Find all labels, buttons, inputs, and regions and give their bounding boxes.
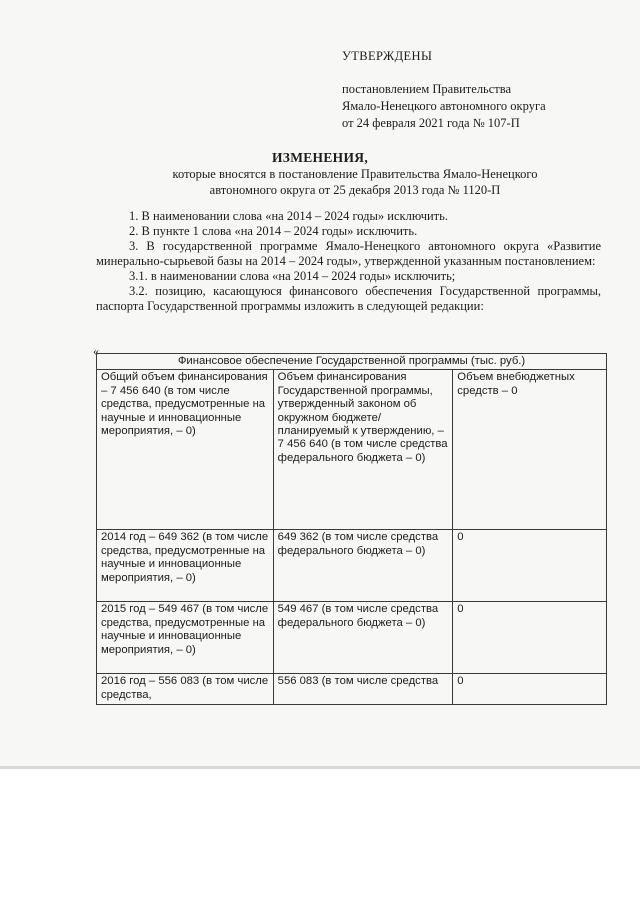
approval-heading: УТВЕРЖДЕНЫ xyxy=(342,49,433,63)
table-row xyxy=(97,530,607,602)
approval-line: от 24 февраля 2021 года № 107-П xyxy=(342,116,520,130)
opening-quote: « xyxy=(93,344,99,358)
table-cell: Объем внебюджетных средств – 0 xyxy=(453,370,607,530)
table-cell: Общий объем финансирования – 7 456 640 (в том числе средства, предусмотренные на научные и инновационные мероприятия, – 0) xyxy=(97,370,274,530)
page-edge xyxy=(0,766,640,769)
table-cell: 556 083 (в том числе средства xyxy=(273,674,453,705)
subtitle-line: которые вносятся в постановление Правительства Ямало-Ненецкого xyxy=(172,167,538,181)
table-cell: Объем финансирования Государственной программы, утвержденный законом об окружном бюджете/планируемый к утверждению, – 7 456 640 (в том числе средства федерального бюджета – 0) xyxy=(273,370,453,530)
table-row xyxy=(97,370,607,530)
table-row xyxy=(97,674,607,705)
table-cell: 2016 год – 556 083 (в том числе средства, xyxy=(97,674,274,705)
table-cell: 649 362 (в том числе средства федерального бюджета – 0) xyxy=(273,530,453,602)
document-subtitle xyxy=(110,166,600,198)
paragraph: 3.1. в наименовании слова «на 2014 – 2024 годы» исключить; xyxy=(129,269,456,283)
table-cell: 0 xyxy=(453,674,607,705)
table-cell: 549 467 (в том числе средства федерального бюджета – 0) xyxy=(273,602,453,674)
approval-block xyxy=(342,48,546,132)
table-cell: 0 xyxy=(453,602,607,674)
table-cell: 2015 год – 549 467 (в том числе средства, предусмотренные на научные и инновационные мероприятия, – 0) xyxy=(97,602,274,674)
approval-line: постановлением Правительства xyxy=(342,82,512,96)
table-cell: 2014 год – 649 362 (в том числе средства, предусмотренные на научные и инновационные мероприятия, – 0) xyxy=(97,530,274,602)
paragraph: 1. В наименовании слова «на 2014 – 2024 годы» исключить. xyxy=(129,209,448,223)
amendments-text xyxy=(96,209,601,314)
table-cell: 0 xyxy=(453,530,607,602)
approval-line: Ямало-Ненецкого автономного округа xyxy=(342,99,546,113)
paragraph: 2. В пункте 1 слова «на 2014 – 2024 годы» исключить. xyxy=(129,224,418,238)
financing-table xyxy=(96,353,607,705)
document-title: ИЗМЕНЕНИЯ, xyxy=(271,150,368,165)
table-header: Финансовое обеспечение Государственной программы (тыс. руб.) xyxy=(97,354,607,370)
paragraph: 3.2. позицию, касающуюся финансового обеспечения Государственной программы, паспорта Государственной программы изложить в следующей редакции: xyxy=(96,284,601,313)
paragraph: 3. В государственной программе Ямало-Ненецкого автономного округа «Развитие минерально-сырьевой базы на 2014 – 2024 годы», утвержденной указанным постановлением: xyxy=(96,239,601,268)
table-row xyxy=(97,602,607,674)
subtitle-line: автономного округа от 25 декабря 2013 года № 1120-П xyxy=(209,183,501,197)
